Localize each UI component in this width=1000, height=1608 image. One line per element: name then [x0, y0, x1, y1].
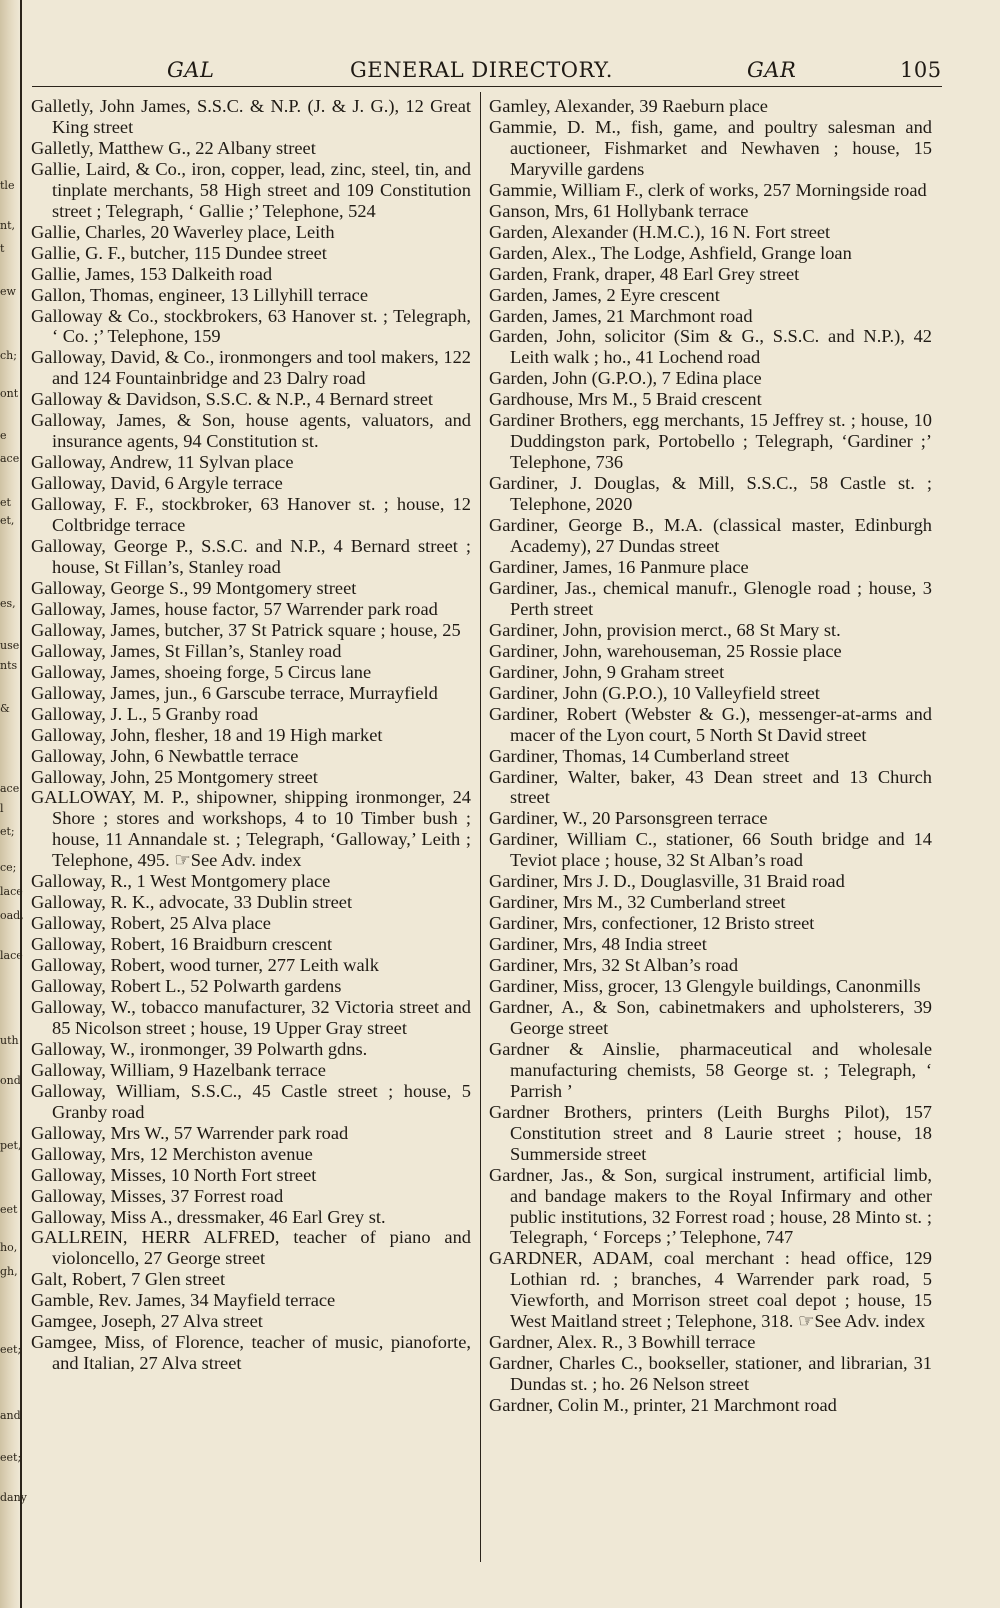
directory-entry: Gamble, Rev. James, 34 Mayfield terrace	[31, 1290, 336, 1311]
directory-entry: Garden, Frank, draper, 48 Earl Grey street	[489, 263, 800, 284]
directory-entry: Galloway, George P., S.S.C. and N.P., 4 Bernard street ; house, St Fillan’s, Stanley road	[31, 536, 471, 577]
directory-entry: Galloway, James, jun., 6 Garscube terrace, Murrayfield	[31, 682, 438, 703]
directory-entry: Garden, John, solicitor (Sim & G., S.S.C. and N.P.), 42 Leith walk ; ho., 41 Lochend road	[489, 326, 932, 368]
directory-entry: Gardner Brothers, printers (Leith Burghs Pilot), 157 Constitution street and 8 Laurie street ; house, 18 Summerside street	[489, 1101, 932, 1164]
directory-entry: Galloway, Andrew, 11 Sylvan place	[31, 452, 294, 473]
margin-fragment: use	[0, 639, 20, 652]
margin-fragment: gh,	[0, 1265, 18, 1278]
directory-entry: Gardiner, James, 16 Panmure place	[489, 556, 749, 577]
margin-fragment: ace	[0, 452, 20, 465]
directory-entry: Gardiner, Walter, baker, 43 Dean street and 13 Church street	[489, 766, 932, 808]
margin-fragment: oad,	[0, 909, 24, 922]
directory-entry: Galloway, George S., 99 Montgomery street	[31, 577, 357, 598]
directory-entry: Gardiner, George B., M.A. (classical master, Edinburgh Academy), 27 Dundas street	[489, 515, 932, 557]
directory-entry: Gardhouse, Mrs M., 5 Braid crescent	[489, 389, 762, 410]
directory-entry: Gardiner Brothers, egg merchants, 15 Jeffrey st. ; house, 10 Duddingston park, Portobello ; Telegraph, ‘Gardiner ;’ Telephone, 736	[489, 410, 932, 473]
adjacent-page-margin	[0, 0, 27, 1608]
directory-entry: Gardner, Alex. R., 3 Bowhill terrace	[489, 1332, 756, 1353]
directory-entry: Galloway, R., 1 West Montgomery place	[31, 871, 331, 892]
directory-entry: Galloway & Co., stockbrokers, 63 Hanover st. ; Telegraph, ‘ Co. ;’ Telephone, 159	[31, 305, 471, 347]
margin-fragment: uth	[0, 1034, 19, 1047]
directory-entry: Gardiner, John, 9 Graham street	[489, 661, 725, 682]
directory-entry: Galloway, David, 6 Argyle terrace	[31, 473, 283, 494]
directory-entry: Gammie, William F., clerk of works, 257 Morningside road	[489, 179, 927, 200]
running-head-right: GAR	[747, 58, 797, 82]
directory-entry: Gammie, D. M., fish, game, and poultry salesman and auctioneer, Fishmarket and Newhaven ; house, 15 Maryville gardens	[489, 116, 932, 179]
margin-fragment: ont	[0, 387, 19, 400]
directory-entry: Galloway, John, 25 Montgomery street	[31, 766, 318, 787]
margin-fragment: pet,	[0, 1139, 22, 1152]
directory-entry: Galloway, James, St Fillan’s, Stanley road	[31, 640, 342, 661]
margin-fragment: tle	[0, 179, 15, 192]
directory-entry: Gardiner, W., 20 Parsonsgreen terrace	[489, 808, 768, 829]
running-head-left: GAL	[167, 58, 215, 82]
directory-entry: Galloway, R. K., advocate, 33 Dublin street	[31, 892, 353, 913]
directory-entry: Galloway, John, 6 Newbattle terrace	[31, 745, 299, 766]
directory-entry: Gardner, Jas., & Son, surgical instrument, artificial limb, and bandage makers to the Royal Infirmary and other public institutions, 32 Forrest road ; house, 28 Minto st. ; Telegraph, ‘ Forceps ;’ Telephone, 747	[489, 1164, 932, 1248]
directory-entry: Galloway, J. L., 5 Granby road	[31, 703, 259, 724]
directory-entry: Gardiner, J. Douglas, & Mill, S.S.C., 58 Castle st. ; Telephone, 2020	[489, 473, 932, 515]
right-column	[489, 96, 932, 1416]
margin-fragment: nts	[0, 659, 18, 672]
margin-fragment: l	[0, 802, 4, 815]
directory-entry: Galletly, John James, S.S.C. & N.P. (J. & J. G.), 12 Great King street	[31, 96, 471, 137]
directory-entry: Gallie, Charles, 20 Waverley place, Leith	[31, 221, 335, 242]
directory-entry: GALLOWAY, M. P., shipowner, shipping ironmonger, 24 Shore ; stores and workshops, 4 to 10 Timber bush ; house, 11 Annandale st. ; Telegraph, ‘Galloway,’ Leith ; Telephone, 495. ☞See Adv. index	[31, 787, 471, 871]
margin-fragment: et,	[0, 514, 15, 527]
directory-entry: Galloway, James, & Son, house agents, valuators, and insurance agents, 94 Constitution st.	[31, 410, 471, 452]
directory-entry: Gardiner, John, provision merct., 68 St Mary st.	[489, 619, 841, 640]
directory-entry: Gardner, Colin M., printer, 21 Marchmont road	[489, 1395, 837, 1416]
margin-fragment: and	[0, 1409, 21, 1422]
directory-entry: Gallie, James, 153 Dalkeith road	[31, 263, 273, 284]
directory-entry: Gallie, G. F., butcher, 115 Dundee street	[31, 242, 327, 263]
directory-entry: Gardiner, Mrs J. D., Douglasville, 31 Braid road	[489, 871, 845, 892]
directory-entry: Galt, Robert, 7 Glen street	[31, 1269, 226, 1290]
directory-entry: Gamgee, Miss, of Florence, teacher of music, pianoforte, and Italian, 27 Alva street	[31, 1332, 471, 1374]
directory-entry: Galloway, W., ironmonger, 39 Polwarth gdns.	[31, 1038, 368, 1059]
directory-entry: Gallon, Thomas, engineer, 13 Lillyhill terrace	[31, 284, 369, 305]
directory-entry: Garden, Alex., The Lodge, Ashfield, Grange loan	[489, 242, 852, 263]
directory-entry: Galloway, William, S.S.C., 45 Castle street ; house, 5 Granby road	[31, 1080, 471, 1122]
page-number: 105	[900, 58, 942, 82]
directory-title: GENERAL DIRECTORY.	[350, 58, 613, 82]
margin-fragment: dany	[0, 1491, 27, 1504]
directory-entry: Galloway, Robert, 25 Alva place	[31, 913, 271, 934]
margin-fragment: et;	[0, 825, 15, 838]
directory-entry: Gardiner, Mrs, confectioner, 12 Bristo street	[489, 913, 815, 934]
margin-fragment: eet;	[0, 1343, 22, 1356]
page-header	[32, 56, 942, 87]
directory-entry: GALLREIN, HERR ALFRED, teacher of piano and violoncello, 27 George street	[31, 1227, 471, 1269]
margin-fragment: ace	[0, 782, 20, 795]
margin-fragment: &	[0, 702, 10, 715]
directory-entry: Galloway, John, flesher, 18 and 19 High market	[31, 724, 383, 745]
margin-fragment: t	[0, 242, 5, 255]
directory-entry: Galloway, James, shoeing forge, 5 Circus lane	[31, 661, 372, 682]
directory-entry: Galloway, Misses, 10 North Fort street	[31, 1164, 317, 1185]
directory-entry: Gardiner, Miss, grocer, 13 Glengyle buildings, Canonmills	[489, 976, 921, 997]
directory-entry: Garden, Alexander (H.M.C.), 16 N. Fort street	[489, 221, 831, 242]
directory-entry: Ganson, Mrs, 61 Hollybank terrace	[489, 200, 749, 221]
directory-entry: Gardiner, Mrs, 32 St Alban’s road	[489, 955, 739, 976]
directory-entry: Gardiner, Thomas, 14 Cumberland street	[489, 745, 790, 766]
directory-entry: Gardiner, Jas., chemical manufr., Glenogle road ; house, 3 Perth street	[489, 577, 932, 619]
directory-entry: Galloway, Mrs, 12 Merchiston avenue	[31, 1143, 313, 1164]
directory-entry: Gardiner, John (G.P.O.), 10 Valleyfield street	[489, 682, 820, 703]
directory-entry: Galloway, Miss A., dressmaker, 46 Earl Grey st.	[31, 1206, 386, 1227]
margin-fragment: es,	[0, 597, 16, 610]
margin-fragment: ce;	[0, 861, 17, 874]
margin-fragment: ho,	[0, 1241, 18, 1254]
margin-fragment: lace	[0, 885, 23, 898]
directory-entry: Garden, James, 21 Marchmont road	[489, 305, 753, 326]
column-divider	[480, 92, 481, 1562]
spine-line	[20, 0, 22, 1608]
directory-entry: Garden, John (G.P.O.), 7 Edina place	[489, 368, 762, 389]
margin-fragment: e	[0, 429, 7, 442]
left-column	[31, 96, 471, 1374]
margin-fragment: ch;	[0, 349, 17, 362]
directory-entry: Gallie, Laird, & Co., iron, copper, lead, zinc, steel, tin, and tinplate merchants, 58 High street and 109 Constitution street ; Telegraph, ‘ Gallie ;’ Telephone, 524	[31, 158, 471, 221]
directory-entry: Galloway, Robert, wood turner, 277 Leith walk	[31, 955, 379, 976]
margin-fragment: eet	[0, 1203, 18, 1216]
directory-entry: Galloway, James, house factor, 57 Warrender park road	[31, 598, 438, 619]
directory-entry: Gardiner, William C., stationer, 66 South bridge and 14 Teviot place ; house, 32 St Alban’s road	[489, 829, 932, 871]
margin-fragment: ond	[0, 1074, 21, 1087]
directory-entry: Gardner, A., & Son, cabinetmakers and upholsterers, 39 George street	[489, 996, 932, 1038]
directory-entry: Galloway, David, & Co., ironmongers and tool makers, 122 and 124 Fountainbridge and 23 Dalry road	[31, 347, 471, 389]
margin-fragment: ew	[0, 285, 16, 298]
directory-entry: Galletly, Matthew G., 22 Albany street	[31, 137, 316, 158]
directory-entry: Gamley, Alexander, 39 Raeburn place	[489, 96, 768, 116]
directory-entry: Galloway, W., tobacco manufacturer, 32 Victoria street and 85 Nicolson street ; house, 19 Upper Gray street	[31, 996, 471, 1038]
margin-fragment: et	[0, 496, 11, 509]
directory-entry: Gardner, Charles C., bookseller, stationer, and librarian, 31 Dundas st. ; ho. 26 Nelson street	[489, 1353, 932, 1395]
directory-entry: Gardiner, Mrs, 48 India street	[489, 934, 707, 955]
directory-entry: Galloway, F. F., stockbroker, 63 Hanover st. ; house, 12 Coltbridge terrace	[31, 494, 471, 536]
directory-entry: Gardiner, John, warehouseman, 25 Rossie place	[489, 640, 842, 661]
directory-entry: Galloway & Davidson, S.S.C. & N.P., 4 Bernard street	[31, 389, 434, 410]
margin-fragment: lace	[0, 949, 23, 962]
directory-entry: Galloway, Mrs W., 57 Warrender park road	[31, 1122, 349, 1143]
margin-fragment: eet;	[0, 1451, 22, 1464]
directory-entry: Gardiner, Robert (Webster & G.), messenger-at-arms and macer of the Lyon court, 5 North St David street	[489, 703, 932, 745]
margin-fragment: nt,	[0, 219, 16, 232]
directory-entry: Galloway, James, butcher, 37 St Patrick square ; house, 25	[31, 619, 461, 640]
directory-entry: Galloway, Misses, 37 Forrest road	[31, 1185, 284, 1206]
directory-entry: Garden, James, 2 Eyre crescent	[489, 284, 720, 305]
directory-entry: Gardiner, Mrs M., 32 Cumberland street	[489, 892, 786, 913]
directory-entry: GARDNER, ADAM, coal merchant : head office, 129 Lothian rd. ; branches, 4 Warrender park road, 5 Viewforth, and Morrison street coal depot ; house, 15 West Maitland street ; Telephone, 318. ☞See Adv. index	[489, 1248, 932, 1332]
directory-entry: Galloway, Robert, 16 Braidburn crescent	[31, 934, 333, 955]
directory-entry: Gardner & Ainslie, pharmaceutical and wholesale manufacturing chemists, 58 George st. ; Telegraph, ‘ Parrish ’	[489, 1038, 932, 1101]
directory-entry: Galloway, Robert L., 52 Polwarth gardens	[31, 976, 342, 997]
directory-entry: Gamgee, Joseph, 27 Alva street	[31, 1311, 263, 1332]
directory-entry: Galloway, William, 9 Hazelbank terrace	[31, 1059, 326, 1080]
